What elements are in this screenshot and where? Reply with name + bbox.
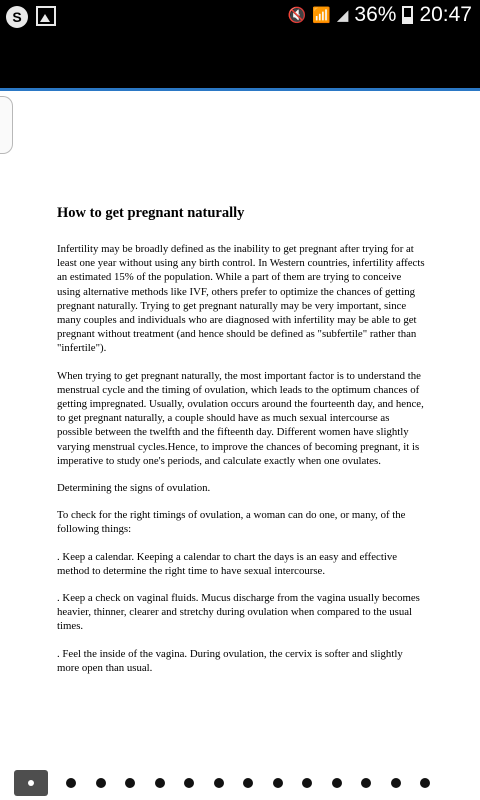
document-page [57, 205, 425, 688]
paragraph-signs-heading: Determining the signs of ovulation. [57, 482, 211, 495]
paragraph-check-intro: To check for the right timings of ovulation, a woman can do one, or many, of the following things: [57, 509, 406, 536]
paragraph-fluids: . Keep a check on vaginal fluids. Mucus discharge from the vagina usually becomes heavier, thinner, clearer and stretchy during ovulation when compared to the usual times. [57, 592, 420, 633]
page-dot[interactable] [155, 778, 165, 788]
page-dot[interactable] [184, 778, 194, 788]
s-app-icon: S [6, 6, 28, 28]
battery-percentage: 36% [354, 3, 397, 26]
page-dot[interactable] [273, 778, 283, 788]
status-bar [0, 0, 480, 36]
mute-icon: 🔇 [287, 7, 307, 24]
page-dot[interactable] [96, 778, 106, 788]
document-title: How to get pregnant naturally [57, 205, 245, 221]
paragraph-cycle: When trying to get pregnant naturally, the most important factor is to understand the menstrual cycle and the timing of ovulation, which leads to the optimum chances of getting impregnated. Usually, ovulation occurs around the fourteenth day, and hence, to get pregnant naturally, a couple should have as much sexual intercourse as possible between the twelfth and the fifteenth day. Different women have slightly varying menstrual cycles.Hence, to improve the chances of becoming pregnant, it is imperative to study one's periods, and calculate exactly when one ovulates. [57, 369, 424, 467]
page-dot[interactable] [243, 778, 253, 788]
toolbar-accent-line [0, 88, 480, 91]
page-dot[interactable] [125, 778, 135, 788]
page-dot[interactable] [332, 778, 342, 788]
page-dot[interactable] [420, 778, 430, 788]
status-right [287, 3, 472, 27]
paragraph-intro: Infertility may be broadly defined as the inability to get pregnant after trying for at least one year without using any birth control. In Western countries, infertility affects an estimated 15% of the population. While a part of them are trying to conceive using alternative methods like IVF, others prefer to optimize the chances of getting pregnant naturally. Trying to get pregnant naturally may be very important, since many couples and individuals who are diagnosed with infertility may be able to get pregnant without treatment (and hence should be defined as "subfertile" rather than "infertile"). [57, 243, 425, 355]
image-icon [36, 6, 56, 26]
drawer-edge-handle[interactable] [0, 96, 13, 154]
page-indicator-bar [0, 766, 480, 800]
paragraph-cervix: . Feel the inside of the vagina. During ovulation, the cervix is softer and slightly more open than usual. [57, 647, 403, 674]
status-left-icons [6, 6, 56, 28]
wifi-icon: 📶 [312, 7, 331, 24]
page-dot[interactable] [66, 778, 76, 788]
paragraph-calendar: . Keep a calendar. Keeping a calendar to chart the days is an easy and effective method to determine the right time to have sexual intercourse. [57, 550, 398, 577]
battery-icon [402, 6, 413, 24]
app-toolbar [0, 36, 480, 88]
current-page-indicator[interactable] [14, 770, 48, 796]
page-dot[interactable] [214, 778, 224, 788]
clock: 20:47 [419, 3, 472, 26]
signal-icon: ◢ [336, 7, 349, 24]
page-dot[interactable] [361, 778, 371, 788]
page-dot[interactable] [302, 778, 312, 788]
page-dot[interactable] [391, 778, 401, 788]
